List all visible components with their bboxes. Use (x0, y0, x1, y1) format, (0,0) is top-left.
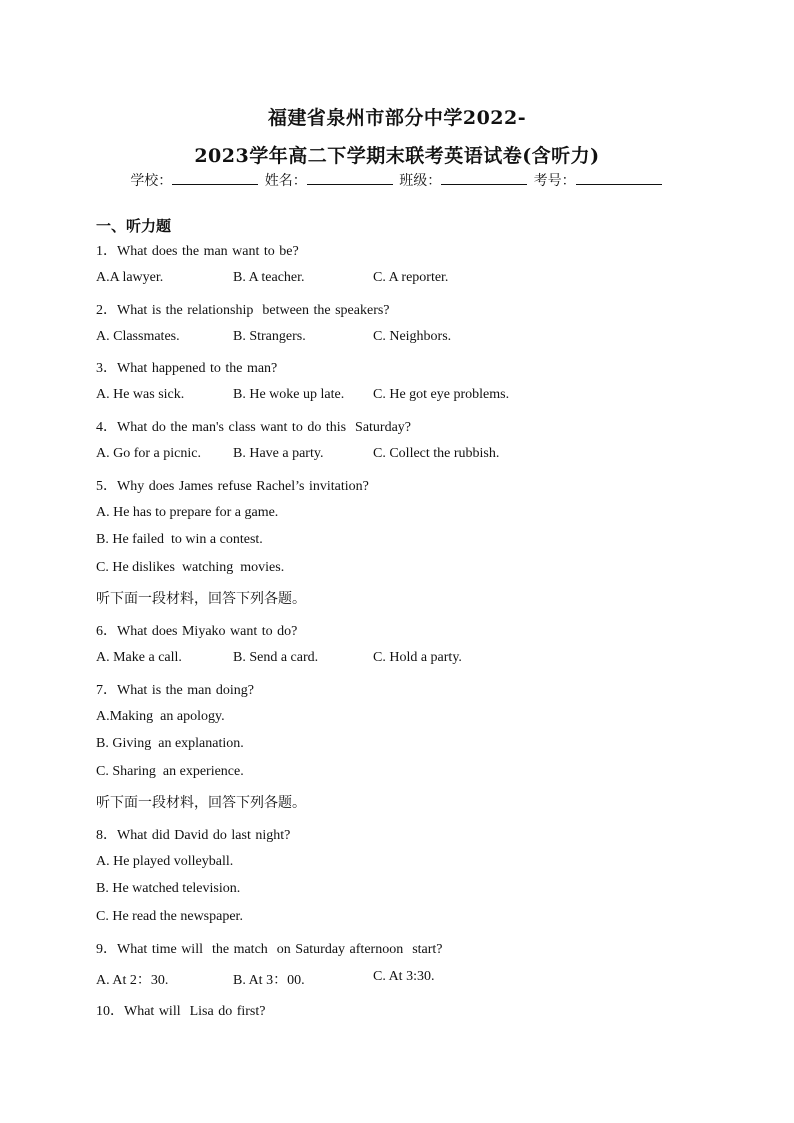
option-8c: C. He read the newspaper. (96, 909, 243, 924)
question-text: What is the relationship between the speakers? (117, 303, 390, 318)
option-2c: C. Neighbors. (373, 329, 452, 344)
option-6b: B. Send a card. (233, 650, 319, 665)
exam-number-field[interactable] (534, 170, 664, 190)
option-9c: C. At 3:30. (373, 969, 435, 984)
school-field[interactable] (130, 170, 260, 190)
exam-title-line-1: 福建省泉州市部分中学2022- (267, 107, 527, 129)
question-8 (96, 824, 290, 844)
question-text: What happened to the man? (117, 361, 278, 376)
option-4b: B. Have a party. (233, 446, 324, 461)
option-3b: B. He woke up late. (233, 387, 345, 402)
question-3 (96, 357, 277, 377)
option-3c: C. He got eye problems. (373, 387, 510, 402)
option-2b: B. Strangers. (233, 329, 306, 344)
question-number: 3． (96, 361, 117, 376)
question-text: What do the man's class want to do this Saturday? (117, 420, 412, 435)
option-4a: A. Go for a picnic. (96, 446, 201, 461)
exam-number-label: 考号： (533, 173, 576, 189)
option-8b: B. He watched television. (96, 881, 241, 896)
option-9a: A. At 2：30. (96, 973, 169, 988)
question-5 (96, 475, 369, 495)
question-6 (96, 620, 297, 640)
option-2a: A. Classmates. (96, 329, 180, 344)
name-field[interactable] (265, 170, 395, 190)
option-5c: C. He dislikes watching movies. (96, 560, 285, 575)
option-5b: B. He failed to win a contest. (96, 532, 263, 547)
question-number: 4． (96, 420, 117, 435)
name-label: 姓名： (264, 173, 307, 189)
question-2 (96, 299, 390, 319)
question-text: What will Lisa do first? (124, 1004, 266, 1019)
name-blank[interactable] (307, 172, 393, 185)
question-number: 7． (96, 683, 117, 698)
option-3a: A. He was sick. (96, 387, 185, 402)
class-field[interactable] (399, 170, 529, 190)
option-1b: B. A teacher. (233, 270, 305, 285)
option-7a: A.Making an apology. (96, 709, 225, 724)
option-4c: C. Collect the rubbish. (373, 446, 500, 461)
question-number: 9． (96, 942, 117, 957)
option-7c: C. Sharing an experience. (96, 764, 244, 779)
question-number: 2． (96, 303, 117, 318)
class-label: 班级： (399, 173, 442, 189)
option-8a: A. He played volleyball. (96, 854, 234, 869)
question-number: 5． (96, 479, 117, 494)
question-4 (96, 416, 411, 436)
listening-instruction-1: 听下面一段材料，回答下列各题。 (96, 591, 306, 607)
question-text: What does the man want to be? (117, 244, 299, 259)
question-text: What did David do last night? (117, 828, 291, 843)
question-number: 8． (96, 828, 117, 843)
school-blank[interactable] (172, 172, 258, 185)
question-10 (96, 1000, 265, 1020)
question-number: 1． (96, 244, 117, 259)
exam-title-line-2: 2023学年高二下学期末联考英语试卷(含听力) (194, 145, 600, 167)
exam-number-blank[interactable] (576, 172, 662, 185)
option-9b: B. At 3：00. (233, 973, 305, 988)
question-text: Why does James refuse Rachel’s invitation? (117, 479, 369, 494)
listening-instruction-2: 听下面一段材料，回答下列各题。 (96, 795, 306, 811)
option-1c: C. A reporter. (373, 270, 449, 285)
question-7 (96, 679, 254, 699)
question-text: What does Miyako want to do? (117, 624, 298, 639)
question-text: What time will the match on Saturday afternoon start? (117, 942, 443, 957)
option-6a: A. Make a call. (96, 650, 182, 665)
question-text: What is the man doing? (117, 683, 254, 698)
question-number: 10． (96, 1004, 124, 1019)
school-label: 学校： (130, 173, 173, 189)
question-1 (96, 240, 299, 260)
option-5a: A. He has to prepare for a game. (96, 505, 279, 520)
class-blank[interactable] (441, 172, 527, 185)
student-info-line (0, 170, 794, 190)
option-7b: B. Giving an explanation. (96, 736, 244, 751)
option-6c: C. Hold a party. (373, 650, 462, 665)
option-1a: A.A lawyer. (96, 270, 164, 285)
question-9 (96, 938, 443, 958)
question-number: 6． (96, 624, 117, 639)
section-heading: 一、听力题 (96, 217, 172, 235)
